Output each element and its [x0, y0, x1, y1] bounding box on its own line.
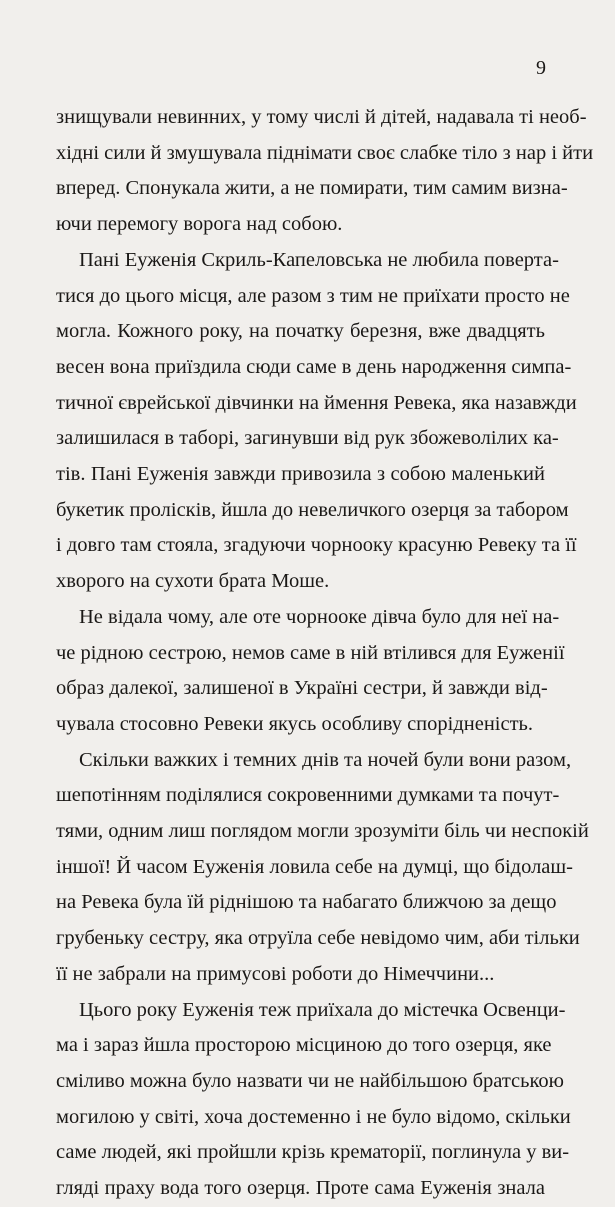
text-line: весен вона приїздила сюди саме в день народження симпа- — [56, 355, 572, 378]
text-line: могла. Кожного року, на початку березня, вже двадцять — [56, 320, 545, 343]
text-line: гляді праху вода того озерця. Проте сама Еуженія знала — [56, 1177, 545, 1200]
text-line: залишилася в таборі, загинувши від рук збожеволілих ка- — [56, 427, 559, 450]
text-line: тичної єврейської дівчинки на ймення Ревека, яка назавжди — [56, 391, 577, 414]
text-line: грубеньку сестру, яка отруїла себе невідомо чим, аби тільки — [56, 927, 580, 950]
text-line: могилою у світі, хоча достеменно і не було відомо, скільки — [56, 1105, 571, 1128]
paragraph — [56, 743, 589, 993]
text-line: її не забрали на примусові роботи до Німеччини... — [56, 962, 495, 985]
text-line: Пані Еуженія Скриль-Капеловська не любила поверта- — [79, 248, 559, 271]
text-line: вперед. Спонукала жити, а не помирати, тим самим визна- — [56, 177, 568, 200]
text-line: хідні сили й змушувала піднімати своє слабке тіло з нар і йти — [56, 141, 594, 164]
body-text — [56, 100, 594, 1207]
text-line: хворого на сухоти брата Моше. — [56, 570, 330, 593]
paragraph — [56, 600, 565, 743]
text-line: тями, одним лиш поглядом могли зрозуміти біль чи неспокій — [56, 820, 589, 843]
text-line: тися до цього місця, але разом з тим не приїхати просто не — [56, 284, 570, 307]
text-line: чувала стосовно Ревеки якусь особливу спорідненість. — [56, 712, 534, 735]
text-line: і довго там стояла, згадуючи чорнооку красуню Ревеку та її — [56, 534, 577, 557]
text-line: тів. Пані Еуженія завжди привозила з собою маленький — [56, 463, 545, 486]
paragraph — [56, 100, 594, 243]
text-line: шепотінням поділялися сокровенними думками та почут- — [56, 784, 560, 807]
text-line: че рідною сестрою, немов саме в ній втілився для Еуженії — [56, 641, 565, 664]
text-line: сміливо можна було назвати чи не найбільшою братською — [56, 1069, 564, 1092]
text-line: на Ревека була їй ріднішою та набагато ближчою за дещо — [56, 891, 557, 914]
text-line: ючи перемогу ворога над собою. — [56, 213, 343, 236]
text-line: Цього року Еуженія теж приїхала до містечка Освенци- — [79, 998, 566, 1021]
text-line: саме людей, які пройшли крізь крематорії, поглинула у ви- — [56, 1141, 570, 1164]
paragraph — [56, 993, 571, 1207]
text-line: Скільки важких і темних днів та ночей були вони разом, — [79, 748, 572, 771]
text-line: образ далекої, залишеної в Україні сестри, й завжди від- — [56, 677, 548, 700]
text-line: ма і зараз йшла просторою місциною до того озерця, яке — [56, 1034, 552, 1057]
text-line: Не відала чому, але оте чорнооке дівча було для неї на- — [79, 605, 560, 628]
page-number: 9 — [536, 57, 546, 79]
text-line: іншої! Й часом Еуженія ловила себе на думці, що бідолаш- — [56, 855, 574, 878]
text-line: букетик пролісків, йшла до невеличкого озерця за табором — [56, 498, 569, 521]
text-line: знищували невинних, у тому числі й дітей, надавала ті необ- — [56, 106, 587, 128]
paragraph — [56, 243, 577, 600]
